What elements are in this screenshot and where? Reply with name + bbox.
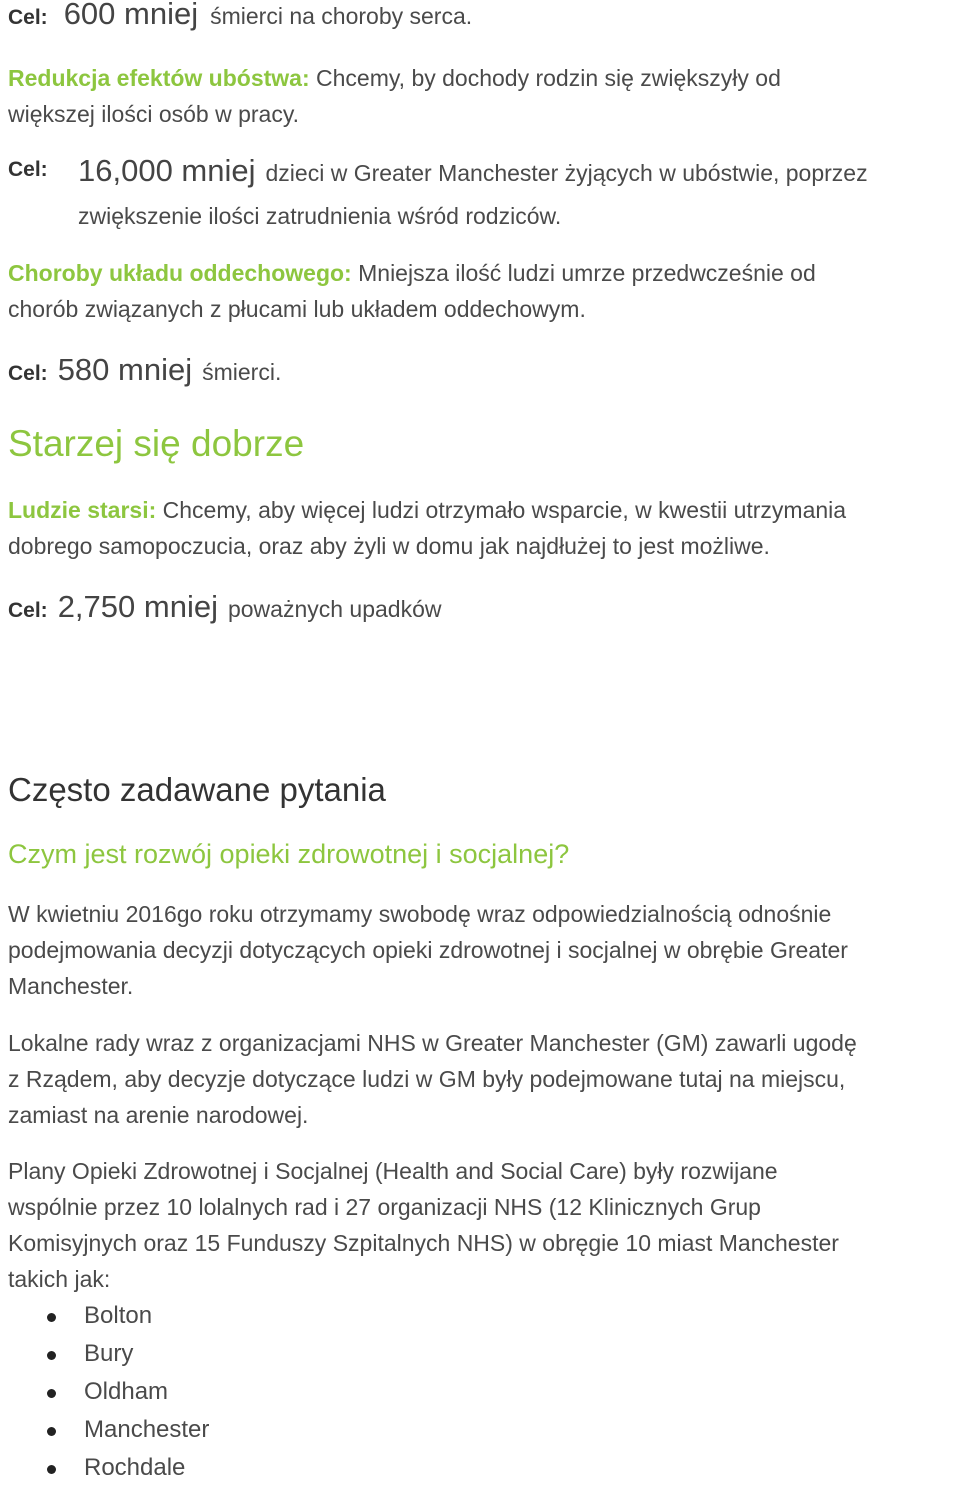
paragraph-line: Plany Opieki Zdrowotnej i Socjalnej (Health and Social Care) były rozwijane <box>8 1158 778 1184</box>
respiratory-text-line2: chorób związanych z płucami lub układem oddechowym. <box>8 296 586 322</box>
list-item <box>0 1449 209 1487</box>
target-label: Cel: <box>8 599 48 622</box>
target-number: 600 mniej <box>63 0 199 31</box>
bullet-icon <box>47 1465 56 1474</box>
list-item-label: Oldham <box>84 1378 169 1405</box>
faq-paragraph-3 <box>8 1153 839 1297</box>
elderly-text: Chcemy, aby więcej ludzi otrzymało wsparcie, w kwestii utrzymania <box>156 497 847 523</box>
list-item-label: Bolton <box>84 1302 153 1329</box>
elderly-paragraph <box>8 492 846 564</box>
poverty-text-line2: większej ilości osób w pracy. <box>8 101 300 127</box>
respiratory-heading: Choroby układu oddechowego: <box>8 260 352 286</box>
elderly-text-line2: dobrego samopoczucia, oraz aby żyli w domu jak najdłużej to jest możliwe. <box>8 533 770 559</box>
target-heart <box>8 0 472 32</box>
towns-list <box>0 1297 209 1487</box>
elderly-heading: Ludzie starsi: <box>8 497 157 523</box>
bullet-icon <box>47 1427 56 1436</box>
target-poverty <box>8 158 48 182</box>
list-item <box>0 1335 209 1373</box>
list-item <box>0 1373 209 1411</box>
paragraph-line: W kwietniu 2016go roku otrzymamy swobodę wraz odpowiedzialnością odnośnie <box>8 901 832 927</box>
poverty-heading: Redukcja efektów ubóstwa: <box>8 65 310 91</box>
section-title-age-well: Starzej się dobrze <box>8 423 305 464</box>
faq-paragraph-2 <box>8 1025 857 1133</box>
list-item-label: Manchester <box>84 1416 210 1443</box>
paragraph-line: Lokalne rady wraz z organizacjami NHS w Greater Manchester (GM) zawarli ugodę <box>8 1030 857 1056</box>
target-number: 2,750 mniej <box>57 589 218 624</box>
target-description: poważnych upadków <box>227 596 442 622</box>
list-item <box>0 1411 209 1449</box>
target-number: 16,000 mniej <box>78 153 256 188</box>
faq-question: Czym jest rozwój opieki zdrowotnej i socjalnej? <box>8 839 570 869</box>
target-description: dzieci w Greater Manchester żyjących w ubóstwie, poprzez <box>265 160 868 186</box>
list-item <box>0 1297 209 1335</box>
paragraph-line: Komisyjnych oraz 15 Funduszy Szpitalnych NHS) w obręgie 10 miast Manchester <box>8 1230 839 1256</box>
target-falls <box>8 589 442 625</box>
target-description-line2: zwiększenie ilości zatrudnienia wśród rodziców. <box>78 203 562 229</box>
target-label: Cel: <box>8 6 48 29</box>
poverty-text: Chcemy, by dochody rodzin się zwiększyły od <box>309 65 781 91</box>
target-description: śmierci. <box>202 359 282 385</box>
paragraph-line: wspólnie przez 10 lolalnych rad i 27 organizacji NHS (12 Klinicznych Grup <box>8 1194 761 1220</box>
poverty-paragraph <box>8 60 781 132</box>
target-label: Cel: <box>8 362 48 385</box>
paragraph-line: podejmowania decyzji dotyczących opieki zdrowotnej i socjalnej w obrębie Greater <box>8 937 848 963</box>
paragraph-line: Manchester. <box>8 973 134 999</box>
target-respiratory <box>8 352 281 388</box>
list-item-label: Rochdale <box>84 1454 186 1481</box>
faq-title: Często zadawane pytania <box>8 771 386 808</box>
target-poverty-body <box>78 153 868 189</box>
bullet-icon <box>47 1313 56 1322</box>
target-label: Cel: <box>8 158 48 181</box>
respiratory-text: Mniejsza ilość ludzi umrze przedwcześnie od <box>351 260 816 286</box>
paragraph-line: z Rządem, aby decyzje dotyczące ludzi w GM były podejmowane tutaj na miejscu, <box>8 1066 846 1092</box>
target-number: 580 mniej <box>57 352 193 387</box>
respiratory-paragraph <box>8 255 816 327</box>
bullet-icon <box>47 1351 56 1360</box>
target-description: śmierci na choroby serca. <box>210 3 473 29</box>
paragraph-line: zamiast na arenie narodowej. <box>8 1102 309 1128</box>
bullet-icon <box>47 1389 56 1398</box>
faq-paragraph-1 <box>8 896 848 1004</box>
paragraph-line: takich jak: <box>8 1266 111 1292</box>
list-item-label: Bury <box>84 1340 134 1367</box>
